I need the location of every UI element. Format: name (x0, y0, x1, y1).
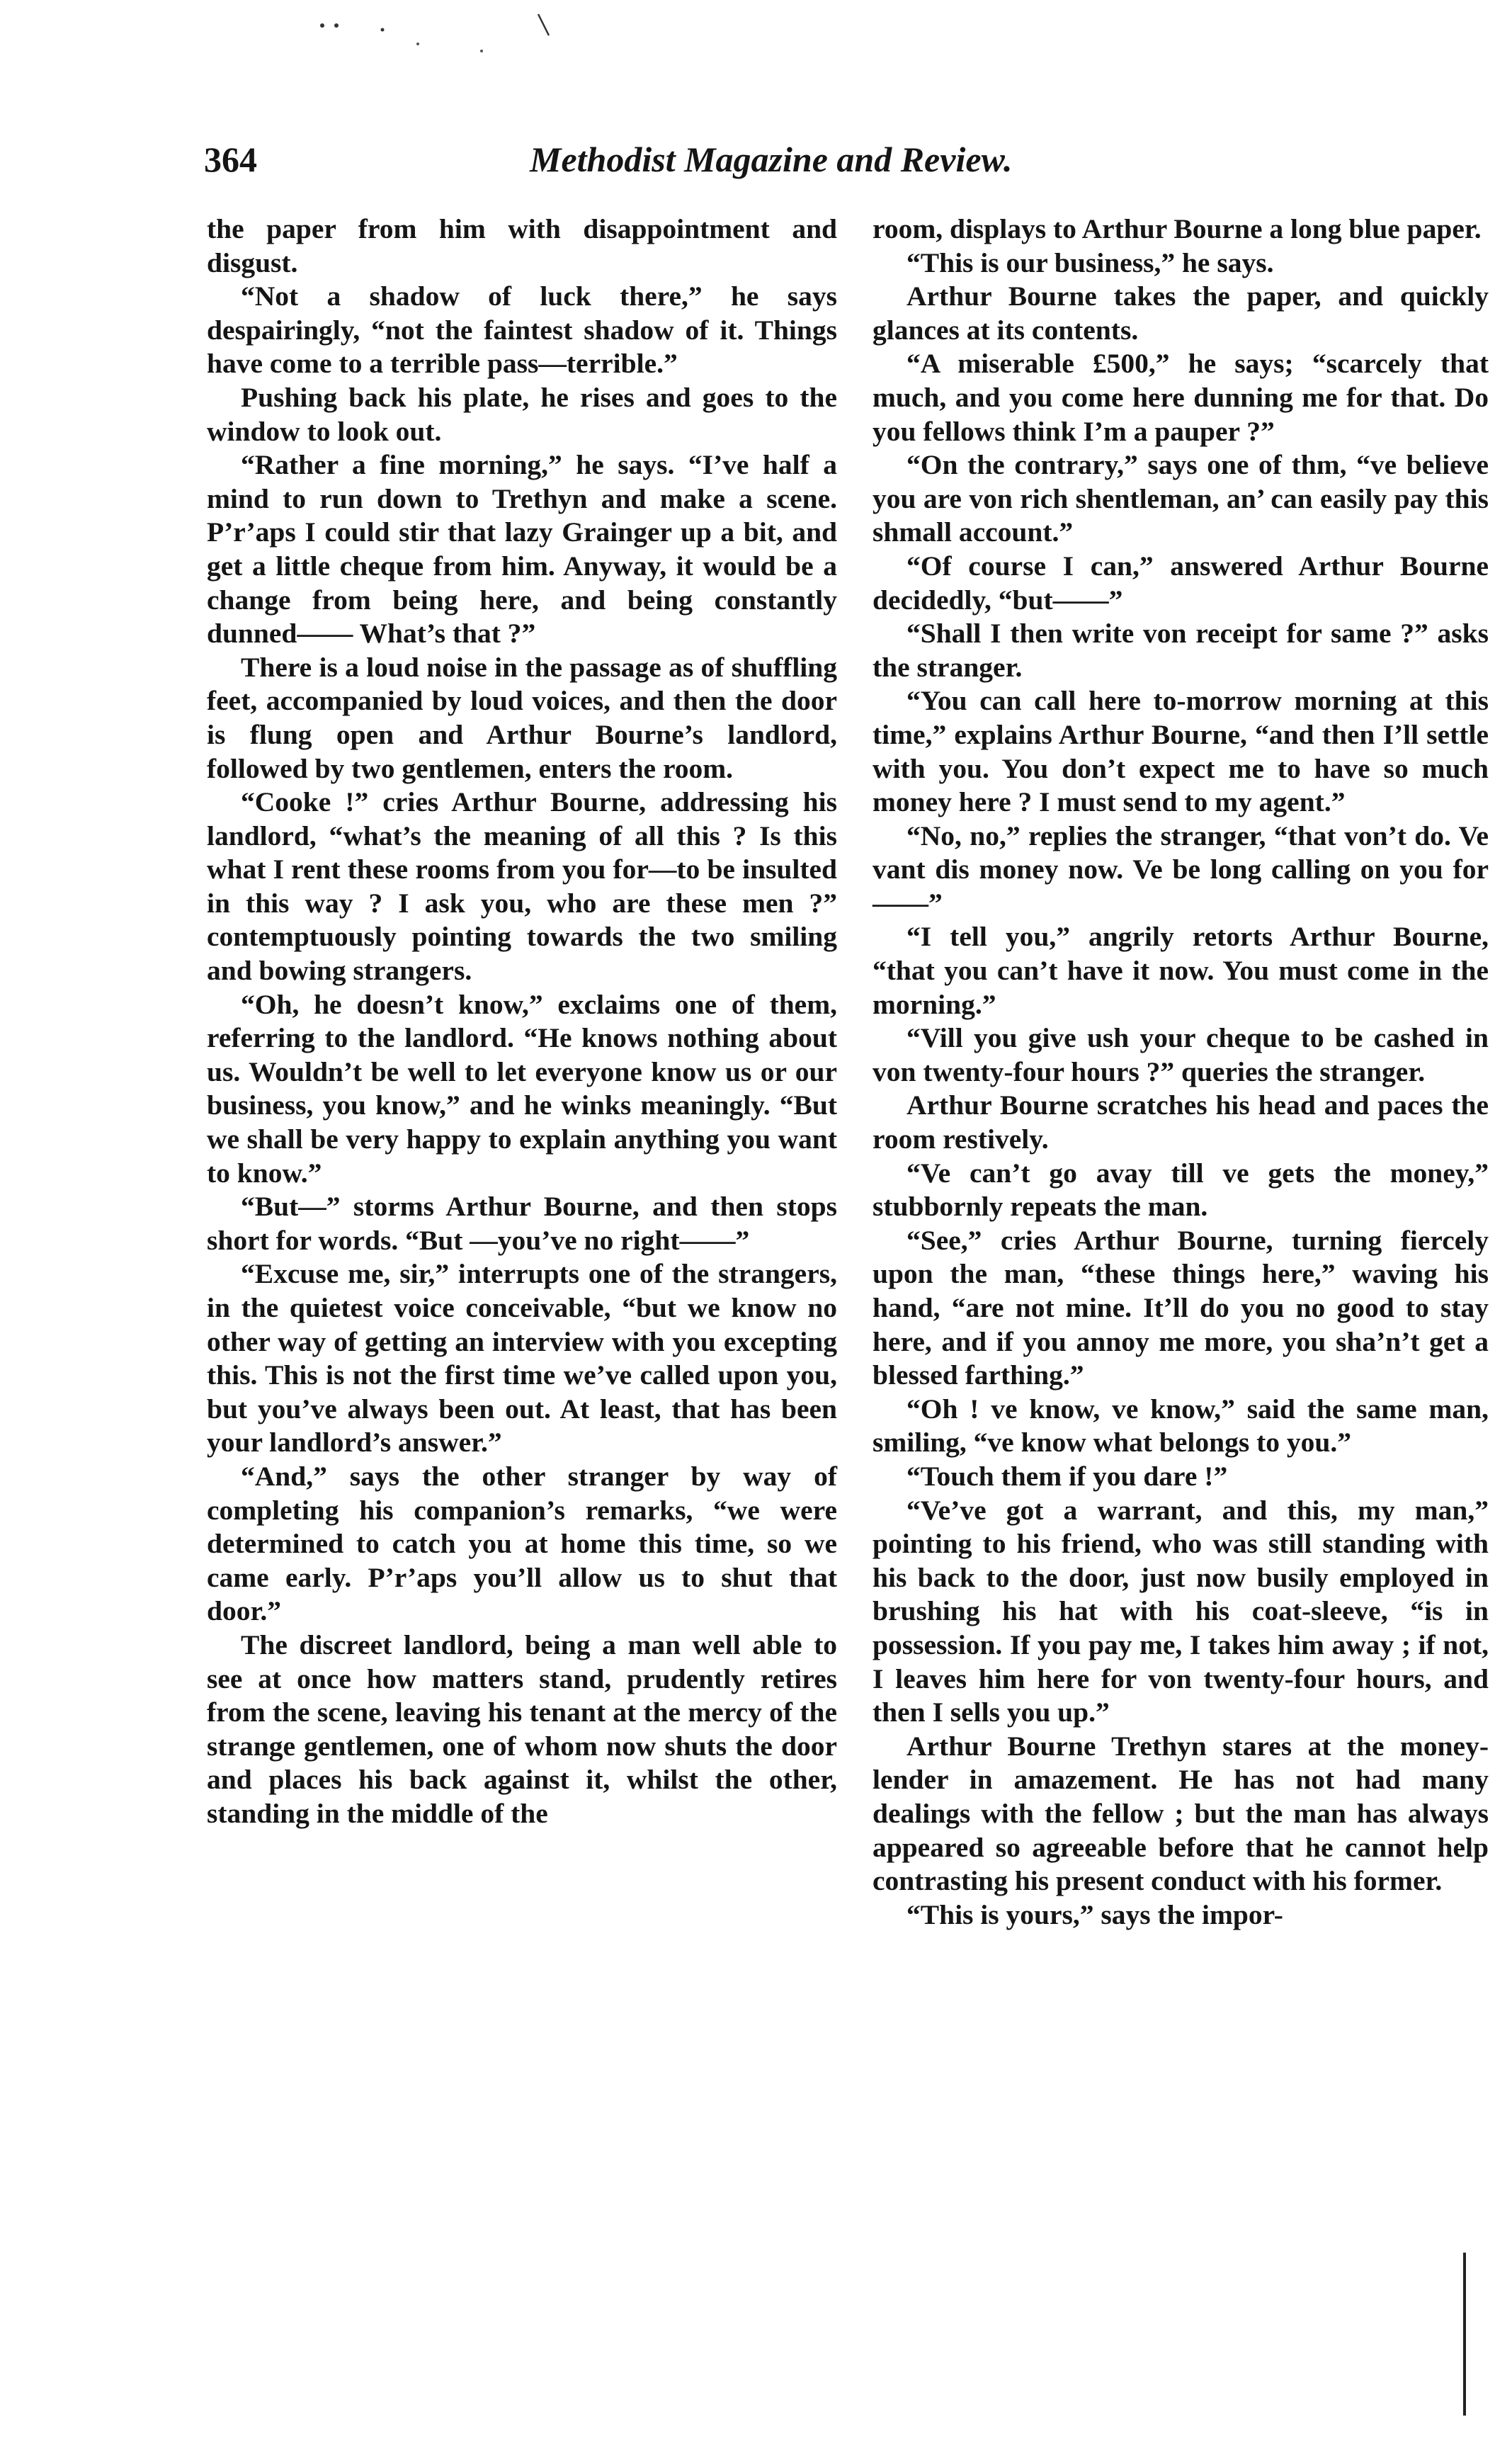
paragraph: “Excuse me, sir,” interrupts one of the strangers, in the quietest voice conceivable, “but we know no other way of getting an interview with you excepting this. This is not the first time we’ve called upon you, but you’ve always been out. At least, that has been your landlord’s answer.” (207, 1258, 837, 1459)
paragraph: The discreet landlord, being a man well able to see at once how matters stand, prudently retires from the scene, leaving his tenant at the mercy of the strange gentlemen, one of whom now shuts the door and places his back against it, whilst the other, standing in the middle of the (207, 1629, 837, 1829)
paragraph: “Ve’ve got a warrant, and this, my man,” pointing to his friend, who was still standing with his back to the door, just now busily employed in brushing his hat with his coat-sleeve, “is in possession. If you pay me, I takes him away ; if not, I leaves him here for von twenty-four hours, and then I sells you up.” (872, 1494, 1489, 1728)
paragraph: “Vill you give ush your cheque to be cashed in von twenty-four hours ?” queries the stranger. (872, 1022, 1489, 1087)
paragraph: “Cooke !” cries Arthur Bourne, addressing his landlord, “what’s the meaning of all this ? Is this what I rent these rooms from you for—to be insulted in this way ? I ask you, who are these men ?” contemptuously pointing towards the two smiling and bowing strangers. (207, 786, 837, 987)
margin-rule (1463, 2253, 1466, 2416)
paragraph: Arthur Bourne scratches his head and paces the room restively. (872, 1089, 1489, 1155)
paragraph: Arthur Bourne takes the paper, and quickly glances at its contents. (872, 281, 1489, 346)
paragraph: “Oh ! ve know, ve know,” said the same man, smiling, “ve know what belongs to you.” (872, 1393, 1489, 1459)
paragraph: “Touch them if you dare !” (906, 1460, 1228, 1492)
running-title: Methodist Magazine and Review. (530, 140, 1013, 179)
paragraph: “On the contrary,” says one of thm, “ve believe you are von rich shentleman, an’ can easily pay this shmall account.” (872, 449, 1489, 548)
page-header (204, 128, 1195, 191)
paragraph: “This is yours,” says the impor- (906, 1898, 1283, 1930)
paragraph: “But—” storms Arthur Bourne, and then stops short for words. “But —you’ve no right——” (207, 1191, 837, 1256)
paragraph: room, displays to Arthur Bourne a long blue paper. (872, 213, 1482, 244)
paragraph: There is a loud noise in the passage as of shuffling feet, accompanied by loud voices, and then the door is flung open and Arthur Bourne’s landlord, followed by two gentlemen, enters the room. (207, 651, 837, 784)
paragraph: “I tell you,” angrily retorts Arthur Bourne, “that you can’t have it now. You must come in the morning.” (872, 921, 1489, 1020)
scan-specks (0, 0, 1512, 142)
paragraph: “Shall I then write von receipt for same ?” asks the stranger. (872, 618, 1489, 683)
paragraph: “This is our business,” he says. (906, 247, 1274, 278)
paragraph: “A miserable £500,” he says; “scarcely that much, and you come here dunning me for that. Do you fellows think I’m a pauper ?” (872, 348, 1489, 447)
paragraph: the paper from him with disappointment and disgust. (207, 213, 837, 278)
paragraph: Arthur Bourne Trethyn stares at the money-lender in amazement. He has not had many dealings with the fellow ; but the man has always appeared so agreeable before that he cannot help contrasting his present conduct with his former. (872, 1730, 1489, 1897)
paragraph: “Rather a fine morning,” he says. “I’ve half a mind to run down to Trethyn and make a scene. P’r’aps I could stir that lazy Grainger up a bit, and get a little cheque from him. Anyway, it would be a change from being here, and being constantly dunned—— What’s that ?” (207, 449, 837, 650)
paragraph: “See,” cries Arthur Bourne, turning fiercely upon the man, “these things here,” waving his hand, “are not mine. It’ll do you no good to stay here, and if you annoy me more, you sha’n’t get a blessed farthing.” (872, 1224, 1489, 1391)
page-number: 364 (204, 140, 257, 179)
paragraph: “Not a shadow of luck there,” he says despairingly, “not the faintest shadow of it. Things have come to a terrible pass—terrible.” (207, 281, 837, 380)
paragraph: “Oh, he doesn’t know,” exclaims one of them, referring to the landlord. “He knows nothing about us. Wouldn’t be well to let everyone know us or our business, you know,” and he winks meaningly. “But we shall be very happy to explain anything you want to know.” (207, 988, 837, 1189)
left-column (207, 213, 837, 1831)
paragraph: “Ve can’t go avay till ve gets the money,” stubbornly repeats the man. (872, 1157, 1489, 1223)
paragraph: Pushing back his plate, he rises and goes to the window to look out. (207, 381, 837, 447)
paragraph: “Of course I can,” answered Arthur Bourne decidedly, “but——” (872, 550, 1489, 616)
paragraph: “You can call here to-morrow morning at this time,” explains Arthur Bourne, “and then I’ll settle with you. You don’t expect me to have so much money here ? I must send to my agent.” (872, 685, 1489, 818)
paragraph: “No, no,” replies the stranger, “that von’t do. Ve vant dis money now. Ve be long calling on you for——” (872, 820, 1489, 919)
paragraph: “And,” says the other stranger by way of completing his companion’s remarks, “we were determined to catch you at home this time, so we came early. P’r’aps you’ll allow us to shut that door.” (207, 1460, 837, 1627)
right-column (872, 213, 1489, 1932)
